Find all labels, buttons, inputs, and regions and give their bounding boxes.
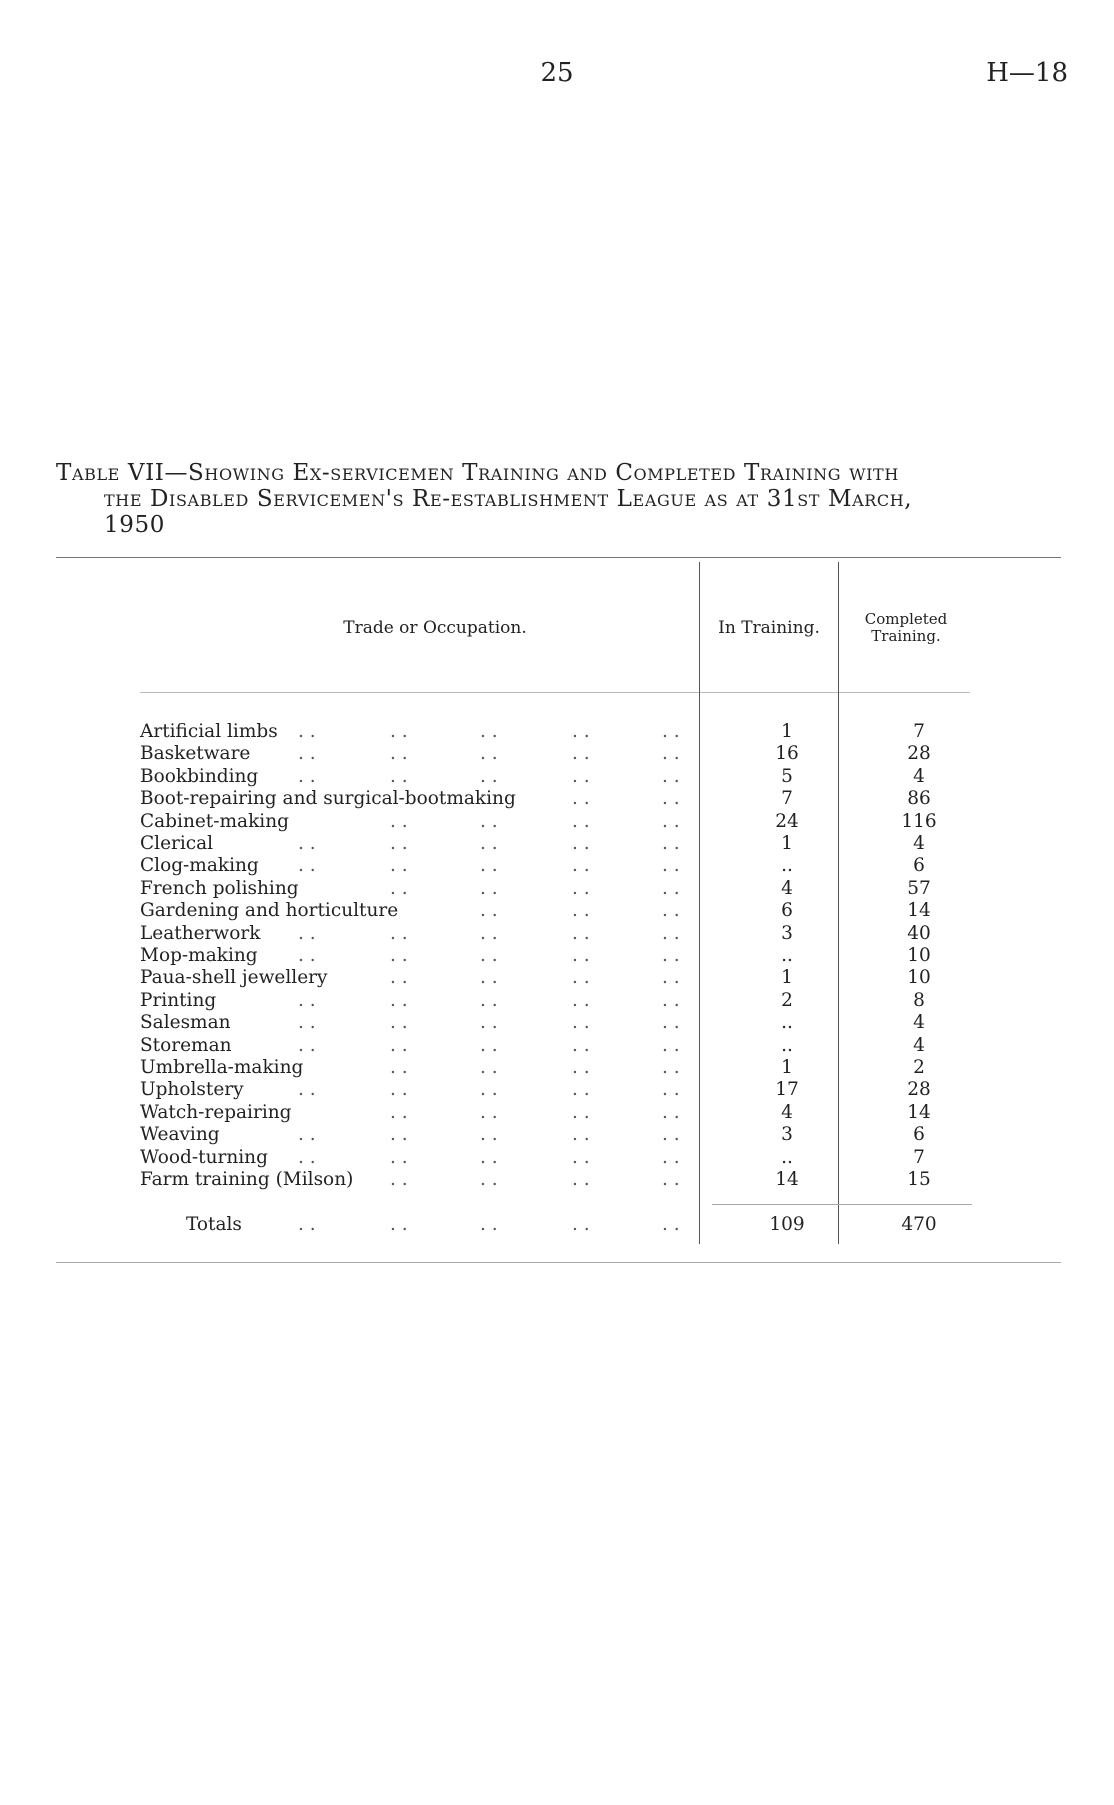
leader-dots: . .: [572, 743, 590, 765]
leader-dots: . .: [390, 765, 408, 787]
leader-dots: . .: [390, 721, 408, 742]
in-training-cell: 16: [775, 743, 799, 765]
leader-dots: . .: [572, 1146, 590, 1168]
leader-dots: . .: [480, 855, 498, 877]
leader-dots: . .: [298, 1079, 316, 1101]
leader-dots: . .: [298, 833, 316, 854]
leader-dots: . .: [480, 1169, 498, 1190]
leader-dots: . .: [662, 945, 680, 966]
leader-dots: . .: [390, 1034, 408, 1056]
leader-dots: . .: [480, 922, 498, 944]
table-row: [140, 878, 940, 900]
leader-dots: . .: [390, 989, 408, 1011]
table-row: [140, 990, 940, 1012]
leader-dots: . .: [480, 1012, 498, 1034]
leader-dots: . .: [480, 833, 498, 854]
trade-cell: Printing: [140, 989, 217, 1011]
leader-dots: . .: [572, 900, 590, 922]
leader-dots: . .: [662, 1012, 680, 1034]
table-row: [140, 1079, 940, 1101]
page-number: 25: [540, 58, 574, 88]
trade-cell: Umbrella-making: [140, 1057, 304, 1078]
leader-dots: . .: [480, 967, 498, 989]
trade-cell: Artificial limbs: [140, 721, 278, 742]
leader-dots: . .: [298, 1034, 316, 1056]
in-training-cell: 3: [781, 1124, 793, 1146]
table-row: [140, 967, 940, 989]
leader-dots: . .: [480, 810, 498, 832]
title-line-3: 1950: [104, 512, 165, 538]
leader-dots: . .: [662, 765, 680, 787]
leader-dots: . .: [390, 1057, 408, 1078]
leader-dots: . .: [480, 1146, 498, 1168]
leader-dots: . .: [480, 1124, 498, 1146]
leader-dots: . .: [572, 1079, 590, 1101]
totals-row: [140, 1214, 940, 1236]
trade-cell: Bookbinding: [140, 765, 259, 787]
column-header-in-training: In Training.: [718, 618, 820, 638]
column-header-completed: Completed Training.: [864, 610, 948, 645]
trade-cell: Boot-repairing and surgical-bootmaking: [140, 788, 516, 810]
bottom-rule: [56, 1262, 1061, 1263]
trade-cell: Wood-turning: [140, 1146, 268, 1168]
trade-cell: Storeman: [140, 1034, 232, 1056]
leader-dots: . .: [662, 1057, 680, 1078]
top-rule: [56, 557, 1061, 558]
trade-cell: Basketware: [140, 743, 251, 765]
leader-dots: . .: [298, 721, 316, 742]
trade-cell: Weaving: [140, 1124, 220, 1146]
completed-cell: 57: [907, 877, 931, 899]
trade-cell: Farm training (Milson): [140, 1169, 354, 1190]
title-line-2: the Disabled Servicemen's Re-establishment League as at 31st March,: [104, 486, 913, 512]
table-row: [140, 923, 940, 945]
in-training-cell: ..: [781, 945, 793, 966]
table-row: [140, 833, 940, 855]
trade-cell: Leatherwork: [140, 922, 261, 944]
table-title: [56, 460, 1066, 538]
leader-dots: . .: [662, 1146, 680, 1168]
leader-dots: . .: [298, 945, 316, 966]
title-line-1: Table VII—Showing Ex-servicemen Training and Completed Training with: [56, 460, 899, 486]
leader-dots: . .: [572, 1124, 590, 1146]
leader-dots: . .: [572, 1034, 590, 1056]
leader-dots: . .: [572, 810, 590, 832]
leader-dots: . .: [572, 1057, 590, 1078]
leader-dots: . .: [298, 855, 316, 877]
leader-dots: . .: [572, 1169, 590, 1190]
leader-dots: . .: [572, 721, 590, 742]
leader-dots: . .: [390, 877, 408, 899]
leader-dots: . .: [572, 877, 590, 899]
table-row: [140, 1035, 940, 1057]
table-row: [140, 721, 940, 743]
column-header-trade: Trade or Occupation.: [343, 618, 527, 638]
table-row: [140, 855, 940, 877]
leader-dots: . .: [298, 1012, 316, 1034]
leader-dots: . .: [572, 1012, 590, 1034]
leader-dots: . .: [662, 1124, 680, 1146]
leader-dots: . .: [662, 989, 680, 1011]
leader-dots: . .: [390, 1214, 408, 1235]
leader-dots: . .: [480, 765, 498, 787]
completed-cell: 14: [907, 1101, 931, 1123]
leader-dots: . .: [662, 721, 680, 742]
table-row: [140, 1102, 940, 1124]
leader-dots: . .: [480, 1214, 498, 1235]
totals-completed: 470: [901, 1214, 937, 1235]
totals-in-training: 109: [769, 1214, 805, 1235]
leader-dots: . .: [390, 967, 408, 989]
leader-dots: . .: [298, 743, 316, 765]
leader-dots: . .: [298, 765, 316, 787]
leader-dots: . .: [662, 967, 680, 989]
leader-dots: . .: [662, 810, 680, 832]
leader-dots: . .: [572, 945, 590, 966]
table-row: [140, 788, 940, 810]
in-training-cell: 4: [781, 877, 793, 899]
table-row: [140, 1124, 940, 1146]
leader-dots: . .: [298, 922, 316, 944]
leader-dots: . .: [572, 1214, 590, 1235]
completed-cell: 6: [913, 855, 925, 877]
leader-dots: . .: [572, 1101, 590, 1123]
completed-cell: 40: [907, 922, 931, 944]
leader-dots: . .: [480, 877, 498, 899]
document-code: H—18: [986, 58, 1068, 88]
leader-dots: . .: [662, 1101, 680, 1123]
in-training-cell: 24: [775, 810, 799, 832]
leader-dots: . .: [480, 945, 498, 966]
completed-cell: 4: [913, 833, 925, 854]
leader-dots: . .: [390, 855, 408, 877]
totals-label: Totals: [186, 1214, 242, 1235]
in-training-cell: 3: [781, 922, 793, 944]
in-training-cell: 1: [781, 721, 793, 742]
trade-cell: Gardening and horticulture: [140, 900, 399, 922]
trade-cell: Mop-making: [140, 945, 258, 966]
completed-cell: 7: [913, 1146, 925, 1168]
trade-cell: Salesman: [140, 1012, 231, 1034]
in-training-cell: 17: [775, 1079, 799, 1101]
table-row: [140, 743, 940, 765]
leader-dots: . .: [572, 989, 590, 1011]
trade-cell: French polishing: [140, 877, 299, 899]
leader-dots: . .: [390, 833, 408, 854]
totals-rule: [712, 1204, 972, 1205]
leader-dots: . .: [480, 900, 498, 922]
completed-cell: 28: [907, 1079, 931, 1101]
trade-cell: Clog-making: [140, 855, 259, 877]
leader-dots: . .: [572, 855, 590, 877]
table-row: [140, 1057, 940, 1079]
in-training-cell: 1: [781, 967, 793, 989]
leader-dots: . .: [662, 1079, 680, 1101]
leader-dots: . .: [390, 945, 408, 966]
leader-dots: . .: [662, 900, 680, 922]
leader-dots: . .: [390, 743, 408, 765]
leader-dots: . .: [298, 1146, 316, 1168]
leader-dots: . .: [298, 1214, 316, 1235]
completed-cell: 10: [907, 967, 931, 989]
leader-dots: . .: [480, 743, 498, 765]
leader-dots: . .: [390, 1079, 408, 1101]
table-row: [140, 945, 940, 967]
table-row: [140, 1012, 940, 1034]
leader-dots: . .: [572, 765, 590, 787]
trade-cell: Upholstery: [140, 1079, 244, 1101]
leader-dots: . .: [662, 877, 680, 899]
leader-dots: . .: [390, 1146, 408, 1168]
leader-dots: . .: [662, 855, 680, 877]
leader-dots: . .: [390, 1012, 408, 1034]
completed-cell: 28: [907, 743, 931, 765]
completed-cell: 86: [907, 788, 931, 810]
completed-cell: 4: [913, 1012, 925, 1034]
leader-dots: . .: [480, 1101, 498, 1123]
leader-dots: . .: [572, 967, 590, 989]
completed-cell: 15: [907, 1169, 931, 1190]
completed-cell: 6: [913, 1124, 925, 1146]
leader-dots: . .: [480, 989, 498, 1011]
leader-dots: . .: [390, 1124, 408, 1146]
in-training-cell: ..: [781, 1012, 793, 1034]
table-row: [140, 1147, 940, 1169]
in-training-cell: 2: [781, 989, 793, 1011]
in-training-cell: 14: [775, 1169, 799, 1190]
trade-cell: Cabinet-making: [140, 810, 289, 832]
in-training-cell: ..: [781, 855, 793, 877]
completed-cell: 116: [901, 810, 937, 832]
in-training-cell: 4: [781, 1101, 793, 1123]
trade-cell: Watch-repairing: [140, 1101, 292, 1123]
table-row: [140, 900, 940, 922]
leader-dots: . .: [480, 1034, 498, 1056]
in-training-cell: 7: [781, 788, 793, 810]
completed-cell: 4: [913, 1034, 925, 1056]
leader-dots: . .: [390, 810, 408, 832]
leader-dots: . .: [480, 721, 498, 742]
header-rule: [140, 692, 970, 693]
leader-dots: . .: [298, 989, 316, 1011]
in-training-cell: 1: [781, 1057, 793, 1078]
completed-cell: 2: [913, 1057, 925, 1078]
in-training-cell: ..: [781, 1034, 793, 1056]
table-row: [140, 766, 940, 788]
leader-dots: . .: [662, 1214, 680, 1235]
leader-dots: . .: [572, 833, 590, 854]
leader-dots: . .: [572, 922, 590, 944]
leader-dots: . .: [662, 922, 680, 944]
leader-dots: . .: [662, 1169, 680, 1190]
in-training-cell: 1: [781, 833, 793, 854]
trade-cell: Paua-shell jewellery: [140, 967, 328, 989]
leader-dots: . .: [572, 788, 590, 810]
in-training-cell: 6: [781, 900, 793, 922]
completed-cell: 14: [907, 900, 931, 922]
table-row: [140, 1169, 940, 1191]
leader-dots: . .: [390, 922, 408, 944]
leader-dots: . .: [662, 743, 680, 765]
in-training-cell: ..: [781, 1146, 793, 1168]
leader-dots: . .: [662, 1034, 680, 1056]
leader-dots: . .: [480, 1057, 498, 1078]
table-row: [140, 811, 940, 833]
leader-dots: . .: [480, 1079, 498, 1101]
leader-dots: . .: [390, 1169, 408, 1190]
leader-dots: . .: [662, 833, 680, 854]
trade-cell: Clerical: [140, 833, 214, 854]
leader-dots: . .: [390, 1101, 408, 1123]
completed-cell: 8: [913, 989, 925, 1011]
leader-dots: . .: [298, 1124, 316, 1146]
in-training-cell: 5: [781, 765, 793, 787]
completed-cell: 10: [907, 945, 931, 966]
completed-cell: 4: [913, 765, 925, 787]
leader-dots: . .: [662, 788, 680, 810]
completed-cell: 7: [913, 721, 925, 742]
